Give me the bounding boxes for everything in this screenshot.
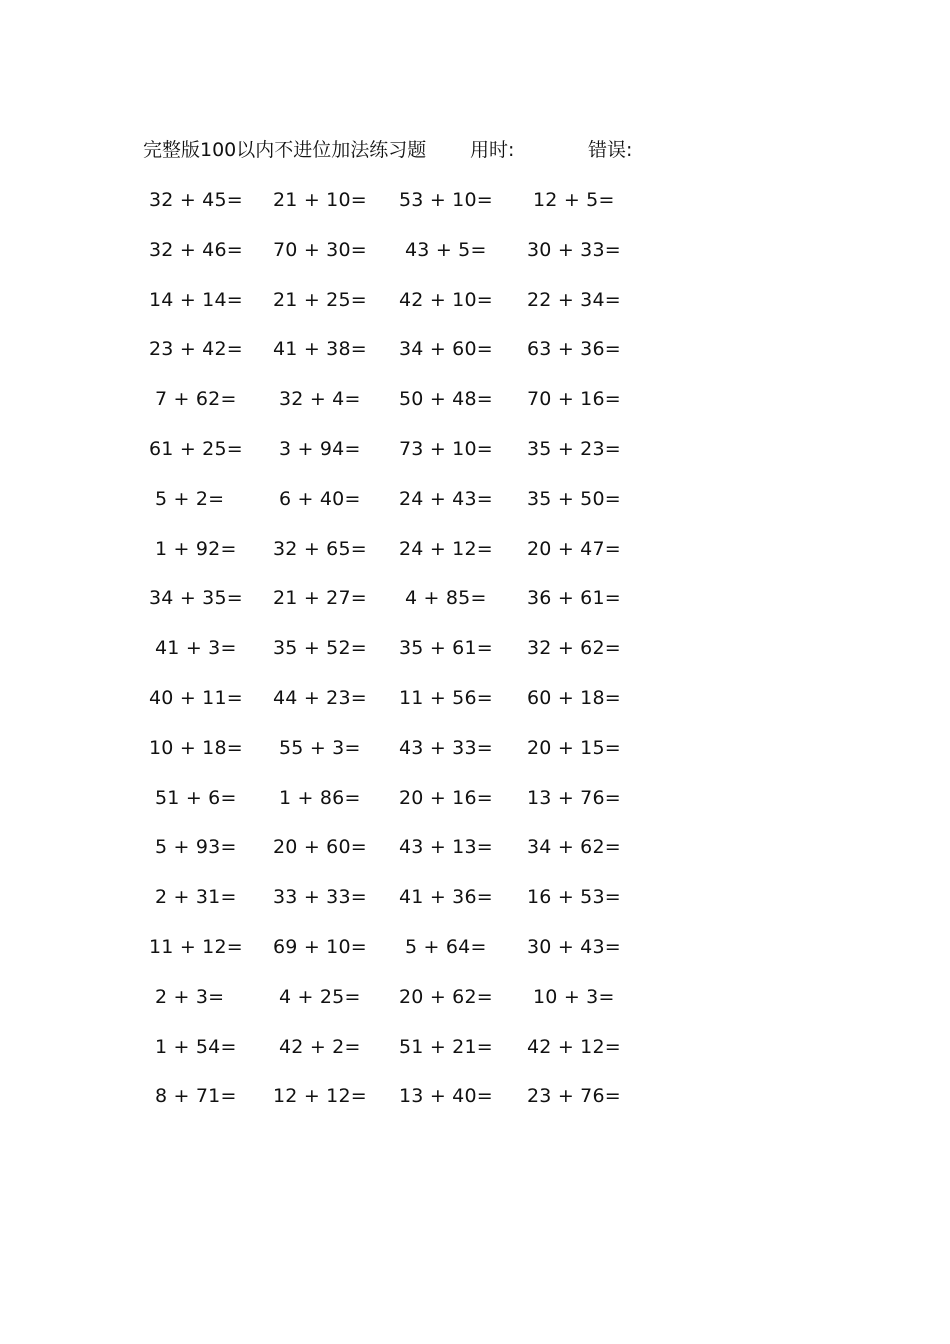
problem-item: 14 + 14= [149, 288, 243, 311]
problem-item: 12 + 12= [273, 1085, 367, 1108]
problem-item: 2 + 31= [155, 886, 237, 909]
problem-item: 20 + 16= [399, 786, 493, 809]
problem-item: 70 + 30= [273, 238, 367, 261]
problem-item: 5 + 93= [155, 836, 237, 859]
problem-item: 16 + 53= [527, 886, 621, 909]
problem-item: 34 + 62= [527, 836, 621, 859]
problem-item: 11 + 12= [149, 935, 243, 958]
problem-item: 34 + 35= [149, 587, 243, 610]
problem-item: 69 + 10= [273, 935, 367, 958]
problem-item: 24 + 12= [399, 537, 493, 560]
problem-item: 10 + 18= [149, 736, 243, 759]
problem-item: 34 + 60= [399, 338, 493, 361]
problem-item: 1 + 86= [279, 786, 361, 809]
problem-item: 43 + 13= [399, 836, 493, 859]
problem-item: 24 + 43= [399, 487, 493, 510]
problem-item: 30 + 43= [527, 935, 621, 958]
problem-row [143, 684, 663, 734]
problem-item: 32 + 45= [149, 189, 243, 211]
problem-item: 35 + 50= [527, 487, 621, 510]
problem-item: 43 + 33= [399, 736, 493, 759]
problem-grid [143, 186, 663, 1132]
problem-item: 51 + 21= [399, 1035, 493, 1058]
problem-row [143, 535, 663, 585]
problem-item: 60 + 18= [527, 686, 621, 709]
problem-item: 35 + 61= [399, 637, 493, 660]
problem-item: 63 + 36= [527, 338, 621, 361]
problem-item: 33 + 33= [273, 886, 367, 909]
problem-item: 23 + 42= [149, 338, 243, 361]
problem-row [143, 286, 663, 336]
problem-item: 5 + 2= [155, 487, 225, 510]
problem-item: 41 + 38= [273, 338, 367, 361]
problem-item: 44 + 23= [273, 686, 367, 709]
problem-item: 12 + 5= [533, 189, 615, 211]
problem-item: 8 + 71= [155, 1085, 237, 1108]
problem-item: 4 + 25= [279, 985, 361, 1008]
problem-item: 6 + 40= [279, 487, 361, 510]
problem-item: 70 + 16= [527, 388, 621, 411]
problem-row [143, 435, 663, 485]
problem-row [143, 983, 663, 1033]
problem-item: 42 + 2= [279, 1035, 361, 1058]
problem-item: 20 + 47= [527, 537, 621, 560]
problem-item: 32 + 4= [279, 388, 361, 411]
problem-item: 20 + 62= [399, 985, 493, 1008]
problem-item: 20 + 15= [527, 736, 621, 759]
problem-row [143, 186, 663, 236]
problem-item: 5 + 64= [405, 935, 487, 958]
problem-item: 41 + 3= [155, 637, 237, 660]
problem-item: 32 + 62= [527, 637, 621, 660]
problem-row [143, 784, 663, 834]
problem-item: 1 + 92= [155, 537, 237, 560]
problem-item: 1 + 54= [155, 1035, 237, 1058]
page-title: 完整版100以内不进位加法练习题 [143, 139, 427, 161]
problem-item: 42 + 10= [399, 288, 493, 311]
problem-item: 32 + 46= [149, 238, 243, 261]
problem-row [143, 236, 663, 286]
problem-row [143, 1082, 663, 1132]
problem-item: 2 + 3= [155, 985, 225, 1008]
problem-row [143, 634, 663, 684]
problem-item: 4 + 85= [405, 587, 487, 610]
problem-row [143, 734, 663, 784]
problem-item: 32 + 65= [273, 537, 367, 560]
problem-item: 51 + 6= [155, 786, 237, 809]
problem-row [143, 335, 663, 385]
problem-item: 22 + 34= [527, 288, 621, 311]
problem-item: 13 + 40= [399, 1085, 493, 1108]
problem-item: 50 + 48= [399, 388, 493, 411]
problem-item: 21 + 27= [273, 587, 367, 610]
problem-row [143, 833, 663, 883]
problem-item: 61 + 25= [149, 437, 243, 460]
problem-item: 13 + 76= [527, 786, 621, 809]
problem-item: 10 + 3= [533, 985, 615, 1008]
problem-item: 55 + 3= [279, 736, 361, 759]
problem-row [143, 485, 663, 535]
problem-row [143, 1033, 663, 1083]
problem-row [143, 933, 663, 983]
problem-item: 21 + 25= [273, 288, 367, 311]
problem-item: 73 + 10= [399, 437, 493, 460]
problem-row [143, 584, 663, 634]
time-label: 用时: [470, 139, 515, 161]
problem-item: 53 + 10= [399, 189, 493, 211]
problem-item: 23 + 76= [527, 1085, 621, 1108]
problem-item: 41 + 36= [399, 886, 493, 909]
problem-item: 30 + 33= [527, 238, 621, 261]
problem-item: 36 + 61= [527, 587, 621, 610]
problem-item: 20 + 60= [273, 836, 367, 859]
problem-row [143, 385, 663, 435]
problem-item: 35 + 23= [527, 437, 621, 460]
error-label: 错误: [588, 139, 633, 161]
problem-row [143, 883, 663, 933]
problem-item: 7 + 62= [155, 388, 237, 411]
problem-item: 42 + 12= [527, 1035, 621, 1058]
problem-item: 40 + 11= [149, 686, 243, 709]
problem-item: 11 + 56= [399, 686, 493, 709]
problem-item: 3 + 94= [279, 437, 361, 460]
problem-item: 43 + 5= [405, 238, 487, 261]
problem-item: 21 + 10= [273, 189, 367, 211]
problem-item: 35 + 52= [273, 637, 367, 660]
